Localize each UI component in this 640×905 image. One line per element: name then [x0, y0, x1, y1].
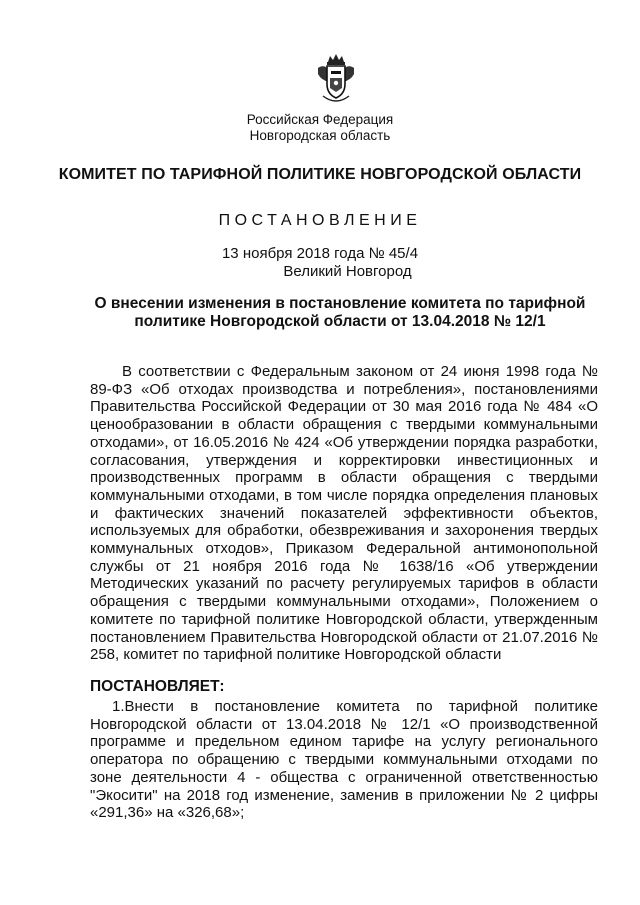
- document-date-number: 13 ноября 2018 года № 45/4: [221, 245, 419, 262]
- document-place: Великий Новгород: [283, 263, 412, 280]
- organization-title: КОМИТЕТ ПО ТАРИФНОЙ ПОЛИТИКЕ НОВГОРОДСКОЙ ОБЛАСТИ: [58, 166, 582, 183]
- country-line: Российская Федерация: [246, 112, 394, 127]
- region-line: Новгородская область: [249, 128, 391, 143]
- coat-of-arms-icon: [315, 52, 357, 104]
- preamble-paragraph: В соответствии с Федеральным законом от 24 июня 1998 года № 89-ФЗ «Об отходах производства и потребления», постановлениями Правительства Российской Федерации от 30 мая 2016 года № 484 «О ценообразовании в области обращения с твердыми коммунальными отходами», от 16.05.2016 № 424 «Об утверждении порядка разработки, согласования, утверждения и корректировки инвестиционных и производственных программ в области обращения с твердыми коммунальными отходами, в том числе порядка определения плановых и фактических значений показателей эффективности объектов, используемых для обработки, обезвреживания и захоронения твердых коммунальных отходов», Приказом Федеральной антимонопольной службы от 21 ноября 2016 года № 1638/16 «Об утверждении Методических указаний по расчету регулируемых тарифов в области обращения с твердыми коммунальными отходами», Положением о комитете по тарифной политике Новгородской области, утвержденным постановлением Правительства Новгородской области от 21.07.2016 № 258, комитет по тарифной политике Новгородской области: [90, 363, 598, 664]
- resolves-heading: ПОСТАНОВЛЯЕТ:: [90, 678, 225, 695]
- document-type: ПОСТАНОВЛЕНИЕ: [218, 212, 422, 229]
- item-1-paragraph: 1.Внести в постановление комитета по тарифной политике Новгородской области от 13.04.2018 № 12/1 «О производственной программе и предельном едином тарифе на услугу регионального оператора по обращению с твердыми коммунальными отходами по зоне деятельности 4 - общества с ограниченной ответственностью "Экосити" на 2018 год изменение, заменив в приложении № 2 цифры «291,36» на «326,68»;: [90, 698, 598, 822]
- document-subject: О внесении изменения в постановление комитета по тарифной политике Новгородской области от 13.04.2018 № 12/1: [94, 295, 586, 330]
